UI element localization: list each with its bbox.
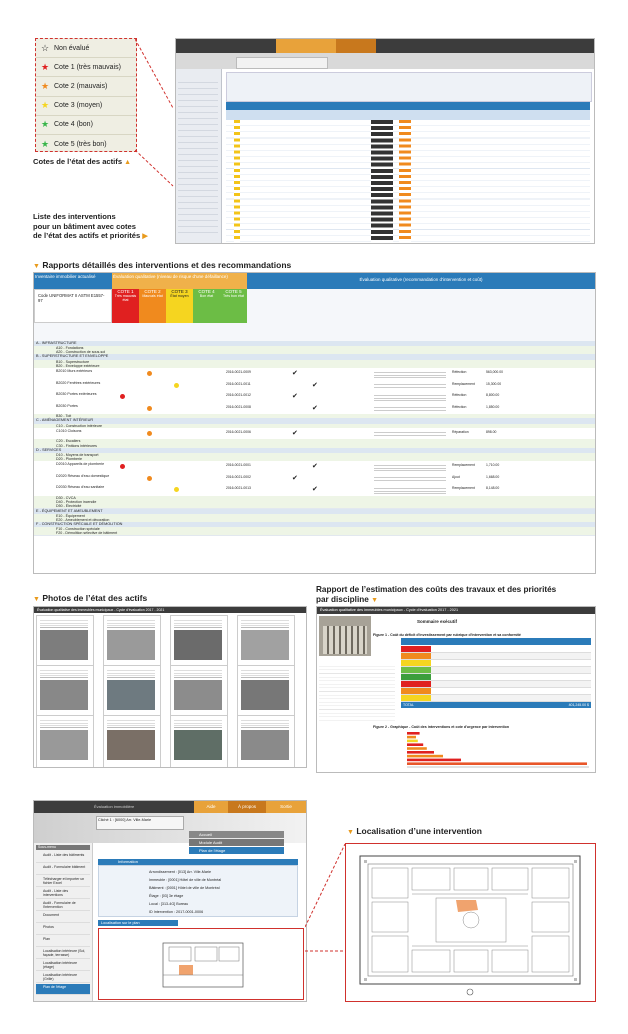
- report-left-title: Inventaire immobilier actualisé: [34, 273, 112, 289]
- section-title-photos: ▼ Photos de l’état des actifs: [33, 593, 148, 603]
- photo-thumbnail[interactable]: [36, 615, 94, 669]
- row-code: E20 - Ameublement et décoration: [56, 517, 110, 522]
- building-photo: [319, 616, 371, 656]
- breadcrumb: Cliché 1 : [6000] Arr. Ville-Marie: [96, 816, 184, 830]
- triangle-up-icon: ▲: [124, 159, 132, 166]
- cote-2-header: COTE 2 Mauvais état: [139, 289, 166, 323]
- triangle-down-icon: ▼: [33, 263, 40, 270]
- report-reco-title: Évaluation qualitative (recommandation d’intervention et coût): [247, 273, 595, 289]
- estimation-banner: Évaluation qualitative des immeubles municipaux - Cycle d'évaluation 2017 - 2021: [317, 607, 596, 614]
- mini-plan-drawing: [99, 929, 303, 999]
- figure-1-title: Figure 1 - Coût du déficit d'investissement par rubrique d'intervention et sa conformité: [373, 633, 521, 637]
- photo-thumbnail[interactable]: [103, 715, 161, 768]
- row-code: D2030 Réseau d'eau sanitaire: [56, 485, 105, 490]
- row-cost: 1,850.00: [486, 404, 500, 409]
- row-code: C10 - Construction intérieure: [56, 423, 102, 428]
- row-code: D10 - Moyens de transport: [56, 452, 99, 457]
- figure-2-title: Figure 2 - Graphique - Coût des interventions et cote d'urgence par intervention: [373, 725, 510, 729]
- photo-thumbnail[interactable]: [170, 715, 228, 768]
- chart-bar: [407, 751, 434, 754]
- sidebar-item[interactable]: Audit - Formulaire de l'intervention: [36, 900, 90, 911]
- check-icon: ✔: [312, 381, 318, 389]
- row-cost: 8,800.00: [486, 393, 500, 398]
- sidebar-item[interactable]: Plan: [36, 936, 90, 947]
- row-code: D40 - Protection incendie: [56, 500, 97, 505]
- chart-bar: [407, 755, 443, 758]
- legend-row[interactable]: ★ Cote 1 (très mauvais): [36, 58, 136, 77]
- report-body: [34, 341, 595, 573]
- report-eval-title: Évaluation qualitative (niveau de risque d’une défaillance): [112, 273, 247, 289]
- cote-legend: [35, 38, 137, 152]
- legend-row[interactable]: ★ Cote 2 (mauvais): [36, 77, 136, 96]
- row-code: F20 - Démolition sélective de bâtiment: [56, 531, 118, 536]
- sidebar-item[interactable]: Photos: [36, 924, 90, 935]
- red-star-icon: ★: [40, 61, 50, 72]
- row-work-type: Ajout: [452, 474, 460, 479]
- photo-thumbnail[interactable]: [237, 715, 295, 768]
- check-icon: ✔: [292, 429, 298, 437]
- check-icon: ✔: [312, 486, 318, 494]
- row-cost: 1,668.00: [486, 474, 500, 479]
- chart-bar: [407, 732, 420, 735]
- green-star-icon: ★: [40, 119, 50, 130]
- report-section-header: B - SUPERSTRUCTURE ET ENVELOPPE: [34, 354, 595, 359]
- row-work-type: Remplacement: [452, 463, 475, 468]
- photo-thumbnail[interactable]: [170, 615, 228, 669]
- photo-thumbnail[interactable]: [237, 615, 295, 669]
- code-label: Code UNIFORMAT II ASTM E1557-97: [34, 289, 112, 323]
- photo-grid: [36, 615, 304, 765]
- green-star-icon: ★: [40, 138, 50, 149]
- row-intervention-id: 2016-0021-0009: [226, 369, 251, 374]
- row-intervention-id: 2016-0021-0011: [226, 381, 251, 386]
- menu-module-audit[interactable]: Module Audit: [189, 839, 284, 846]
- sommaire-title: Sommaire exécutif: [417, 619, 458, 624]
- row-code: B2020 Fenêtres extérieures: [56, 380, 101, 385]
- report-section-header: E - ÉQUIPEMENT ET AMEUBLEMENT: [34, 509, 595, 514]
- cote-1-header: COTE 1 Très mauvais état: [112, 289, 139, 323]
- cote-4-header: COTE 4 Bon état: [193, 289, 220, 323]
- row-code: B10 - Superstructure: [56, 359, 90, 364]
- chart-bar: [407, 743, 423, 746]
- row-work-type: Réfection: [452, 393, 467, 398]
- cote-dot-icon: [174, 383, 179, 388]
- row-code: B20 - Enveloppe extérieure: [56, 363, 100, 368]
- menu-accueil[interactable]: Accueil: [189, 831, 284, 838]
- caption-liste: Liste des interventions pour un bâtiment avec cotes de l’état des actifs et priorités ▶: [33, 212, 148, 240]
- photo-thumbnail[interactable]: [170, 665, 228, 719]
- estimation-chart: [377, 730, 591, 770]
- app-topbar: Évaluation immobilière: [34, 801, 306, 813]
- photos-sheet: [33, 606, 307, 768]
- row-intervention-id: 2016-0021-0002: [226, 474, 251, 479]
- estimation-table: [401, 638, 591, 708]
- caption-cotes: Cotes de l’état des actifs ▲: [33, 157, 132, 166]
- photo-thumbnail[interactable]: [36, 715, 94, 768]
- row-code: C30 - Finitions intérieures: [56, 443, 97, 448]
- cote-dot-icon: [147, 431, 152, 436]
- row-code: D2010 Appareils de plomberie: [56, 462, 105, 467]
- report-section-header: D - SERVICES: [34, 448, 595, 453]
- legend-row[interactable]: ★ Cote 3 (moyen): [36, 97, 136, 116]
- row-intervention-id: 2016-0021-0006: [226, 429, 251, 434]
- sidebar-item[interactable]: Localisation intérieure (Grille): [36, 972, 90, 983]
- sub-menu: Sous-menu Audit - Liste des bâtiments Audit - Formulaire bâtiment Télécharger et importer un fichier Excel Audit - Liste des interventions Audit - Formulaire de l'intervention Document Photos Plan Localisation intérieure (Sol, façade, terrasse) Localisation intérieure (étage) Localisation intérieure (Grille) Plan de l'étage: [34, 843, 93, 1001]
- table-header: [226, 110, 590, 120]
- report-section-header: C - AMÉNAGEMENT INTÉRIEUR: [34, 418, 595, 423]
- sidebar-item[interactable]: Localisation intérieure (Sol, façade, terrasse): [36, 948, 90, 959]
- tab-aide[interactable]: Aide: [194, 801, 228, 813]
- cote-dot-icon: [147, 406, 152, 411]
- menu-plan-etage[interactable]: Plan de l'étage: [189, 847, 284, 854]
- tab-sortie[interactable]: Sortie: [266, 801, 306, 813]
- legend-row[interactable]: ★ Cote 5 (très bon): [36, 135, 136, 153]
- row-work-type: Réfection: [452, 404, 467, 409]
- row-work-type: Réfection: [452, 369, 467, 374]
- caption-estimation: Rapport de l’estimation des coûts des travaux et des priorités par discipline ▼: [316, 585, 557, 604]
- localisation-header: Localisation sur le plan: [98, 920, 178, 926]
- row-cost: 8,148.00: [486, 486, 500, 491]
- sidebar-item[interactable]: Localisation intérieure (étage): [36, 960, 90, 971]
- cote-dot-icon: [120, 464, 125, 469]
- estimation-total: TOTAL 401,245.00 $: [403, 703, 589, 707]
- row-intervention-id: 2016-0021-0013: [226, 486, 251, 491]
- row-code: B2030 Portes extérieures: [56, 392, 97, 397]
- chart-bar: [407, 736, 416, 739]
- tab-a-propos[interactable]: À propos: [228, 801, 266, 813]
- sidebar: [176, 69, 222, 243]
- location-app-screen: [33, 800, 307, 1002]
- row-work-type: Remplacement: [452, 381, 475, 386]
- row-code: F10 - Construction spéciale: [56, 527, 100, 532]
- photos-banner: Évaluation qualitative des immeubles municipaux - Cycle d'évaluation 2017 - 2021: [34, 607, 307, 613]
- photo-thumbnail[interactable]: [103, 615, 161, 669]
- legend-row[interactable]: ☆ Non évalué: [36, 39, 136, 58]
- triangle-right-icon: ▶: [142, 233, 148, 240]
- chart-bar: [407, 759, 461, 762]
- intervention-highlight: [456, 900, 478, 912]
- row-code: D20 - Plomberie: [56, 457, 82, 461]
- report-row: [34, 531, 595, 536]
- chart-bar: [407, 747, 427, 750]
- triangle-down-icon: ▼: [33, 596, 40, 603]
- sidebar-item[interactable]: Audit - Formulaire bâtiment: [36, 864, 90, 875]
- chart-bar: [407, 762, 587, 765]
- sidebar-item[interactable]: Plan de l'étage: [36, 984, 90, 995]
- cote-dot-icon: [174, 487, 179, 492]
- cote-dot-icon: [147, 371, 152, 376]
- triangle-down-icon: ▼: [347, 829, 354, 836]
- info-header: Information: [98, 859, 298, 865]
- sidebar-item[interactable]: Document: [36, 912, 90, 923]
- sidebar-item[interactable]: Audit - Liste des interventions: [36, 888, 90, 899]
- row-cost: 15,300.00: [486, 381, 502, 386]
- app-header: [176, 39, 594, 53]
- row-cost: 1,710.00: [486, 463, 500, 468]
- check-icon: ✔: [312, 404, 318, 412]
- row-code: B30 - Toit: [56, 414, 72, 419]
- photo-thumbnail[interactable]: [36, 665, 94, 719]
- photo-thumbnail[interactable]: [103, 665, 161, 719]
- row-code: C1010 Cloisons: [56, 428, 82, 433]
- section-title-localisation: ▼ Localisation d’une intervention: [347, 826, 482, 836]
- legend-row[interactable]: ★ Cote 4 (bon): [36, 116, 136, 135]
- row-code: B2030 Portes: [56, 403, 78, 408]
- row-intervention-id: 2016-0021-0012: [226, 393, 251, 398]
- cote-3-header: COTE 3 État moyen: [166, 289, 193, 323]
- sidebar-item[interactable]: Audit - Liste des bâtiments: [36, 852, 90, 863]
- floor-plan-drawing: [346, 844, 595, 1001]
- triangle-down-icon: ▼: [371, 596, 378, 604]
- row-code: D30 - CVCA: [56, 495, 76, 500]
- check-icon: ✔: [292, 393, 298, 401]
- section-title-rapports: ▼ Rapports détaillés des interventions et des recommandations: [33, 260, 292, 270]
- empty-star-icon: ☆: [40, 42, 50, 53]
- cote-dot-icon: [120, 394, 125, 399]
- sidebar-item[interactable]: Télécharger et importer un fichier Excel: [36, 876, 90, 887]
- report-section-header: F - CONSTRUCTION SPÉCIALE ET DÉMOLITION: [34, 522, 595, 527]
- floor-plan[interactable]: [345, 843, 596, 1002]
- row-intervention-id: 2016-0021-0001: [226, 463, 251, 468]
- connector-lines: [135, 38, 175, 188]
- check-icon: ✔: [292, 369, 298, 377]
- row-code: A20 - Construction de sous-sol: [56, 350, 106, 355]
- interventions-screenshot: [175, 38, 595, 244]
- row-code: D50 - Électricité: [56, 504, 82, 509]
- row-intervention-id: 2016-0021-0008: [226, 404, 251, 409]
- row-cost: 898.00: [486, 429, 497, 434]
- table-toolbar: [226, 102, 590, 110]
- report-table: [33, 272, 596, 574]
- building-details: [319, 663, 395, 723]
- chart-bar: [407, 740, 418, 743]
- row-work-type: Réparation: [452, 429, 469, 434]
- check-icon: ✔: [312, 463, 318, 471]
- yellow-star-icon: ★: [40, 100, 50, 111]
- row-work-type: Remplacement: [452, 486, 475, 491]
- estimation-report: [316, 606, 596, 773]
- report-section-header: A - INFRASTRUCTURE: [34, 341, 595, 346]
- info-panel: Arrondissement : [013] Arr. Ville-Marie Immeuble : [0001] Hôtel de ville de Montréal Bâtiment : [0001] Hôtel de ville de Montréal Étage : [03] 3e étage Local : [313-4G] Bureau ID Intervention : 2017-0001-0006: [98, 865, 298, 917]
- orange-star-icon: ★: [40, 80, 50, 91]
- mini-floor-plan[interactable]: [98, 928, 304, 1000]
- row-code: A10 - Fondations: [56, 346, 84, 351]
- check-icon: ✔: [292, 474, 298, 482]
- cote-dot-icon: [147, 476, 152, 481]
- row-cost: 563,000.00: [486, 369, 503, 374]
- row-code: E10 - Équipement: [56, 513, 85, 518]
- row-code: D2020 Réseau d'eau domestique: [56, 473, 110, 478]
- connector-lines-bottom: [305, 843, 347, 953]
- cote-5-header: COTE 5 Très bon état: [220, 289, 247, 323]
- row-code: B2010 Murs extérieurs: [56, 368, 93, 373]
- row-code: C20 - Escaliers: [56, 439, 81, 444]
- photo-thumbnail[interactable]: [237, 665, 295, 719]
